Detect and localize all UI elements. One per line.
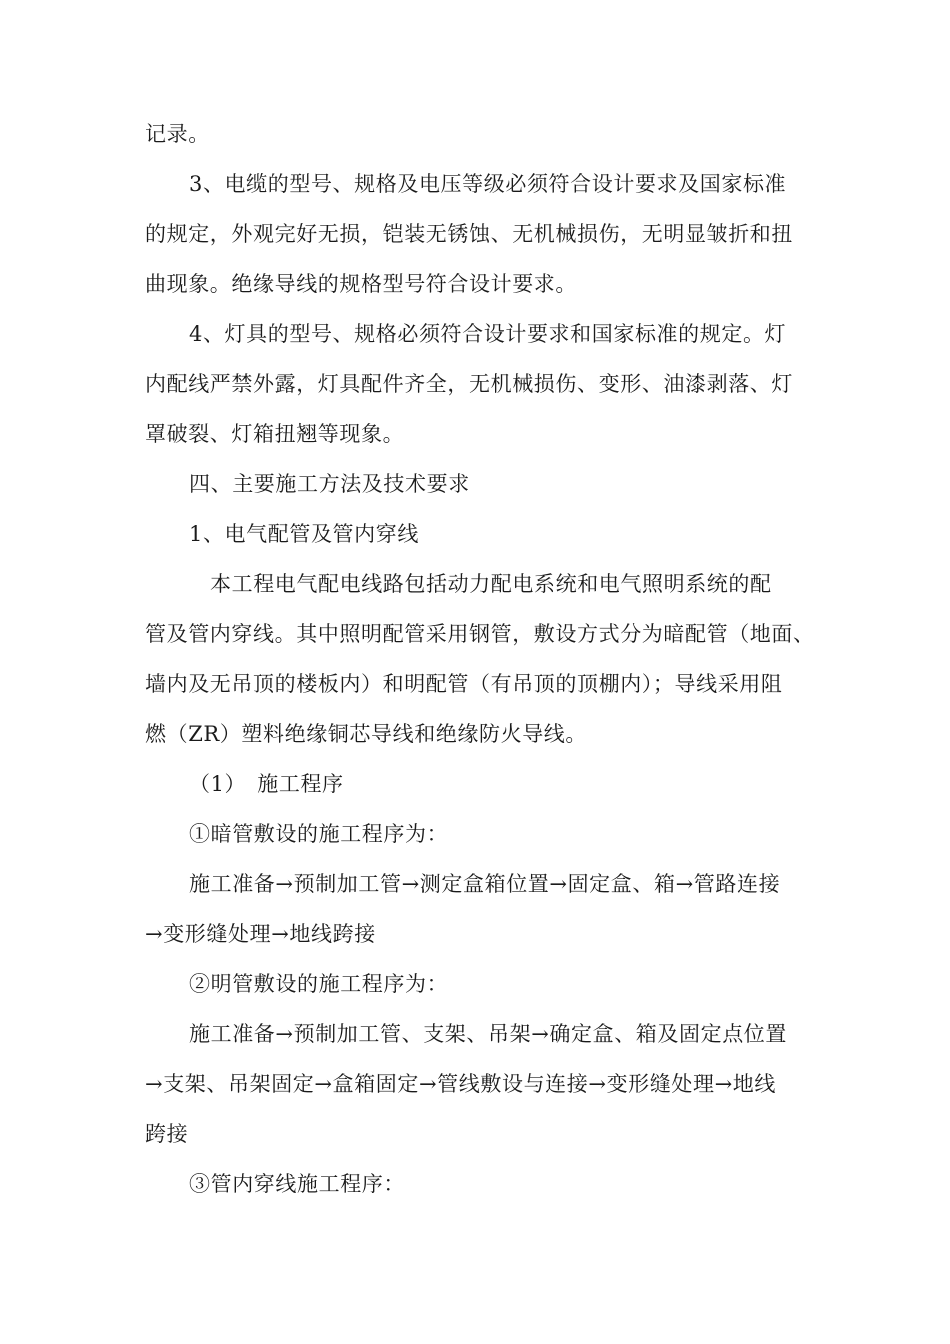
text-line-concealed-conduit-title: ①暗管敷设的施工程序为： — [189, 822, 449, 846]
text-line-exposed-conduit-title: ②明管敷设的施工程序为： — [189, 972, 449, 996]
text-line-lamp-requirement-1: 4、灯具的型号、规格必须符合设计要求和国家标准的规定。灯 — [189, 322, 787, 346]
text-line-lamp-requirement-3: 罩破裂、灯箱扭翘等现象。 — [145, 422, 405, 446]
text-line-wire-threading-title: ③管内穿线施工程序： — [189, 1172, 405, 1196]
text-line-concealed-conduit-steps-2: →变形缝处理→地线跨接 — [145, 922, 376, 946]
text-line-project-scope-2: 管及管内穿线。其中照明配管采用钢管，敷设方式分为暗配管（地面、 — [145, 622, 815, 646]
text-line-project-scope-4: 燃（ZR）塑料绝缘铜芯导线和绝缘防火导线。 — [145, 722, 588, 746]
text-line-project-scope-3: 墙内及无吊顶的楼板内）和明配管（有吊顶的顶棚内）；导线采用阻 — [145, 672, 783, 696]
text-line-record-end: 记录。 — [145, 122, 210, 146]
subsection-heading-conduit-wiring: 1、电气配管及管内穿线 — [189, 522, 419, 546]
section-heading-construction-methods: 四、主要施工方法及技术要求 — [189, 472, 470, 496]
text-line-cable-requirement-2: 的规定，外观完好无损，铠装无锈蚀、无机械损伤，无明显皱折和扭 — [145, 222, 793, 246]
text-line-project-scope-1: 本工程电气配电线路包括动力配电系统和电气照明系统的配 — [210, 572, 772, 596]
text-line-cable-requirement-1: 3、电缆的型号、规格及电压等级必须符合设计要求及国家标准 — [189, 172, 787, 196]
text-line-exposed-conduit-steps-3: 跨接 — [145, 1122, 189, 1146]
text-line-concealed-conduit-steps-1: 施工准备→预制加工管→测定盒箱位置→固定盒、箱→管路连接 — [189, 872, 781, 896]
text-line-exposed-conduit-steps-1: 施工准备→预制加工管、支架、吊架→确定盒、箱及固定点位置 — [189, 1022, 787, 1046]
text-line-exposed-conduit-steps-2: →支架、吊架固定→盒箱固定→管线敷设与连接→变形缝处理→地线 — [145, 1072, 776, 1096]
subheading-construction-procedure: （1） 施工程序 — [189, 772, 344, 796]
text-line-lamp-requirement-2: 内配线严禁外露，灯具配件齐全，无机械损伤、变形、油漆剥落、灯 — [145, 372, 793, 396]
text-line-cable-requirement-3: 曲现象。绝缘导线的规格型号符合设计要求。 — [145, 272, 577, 296]
